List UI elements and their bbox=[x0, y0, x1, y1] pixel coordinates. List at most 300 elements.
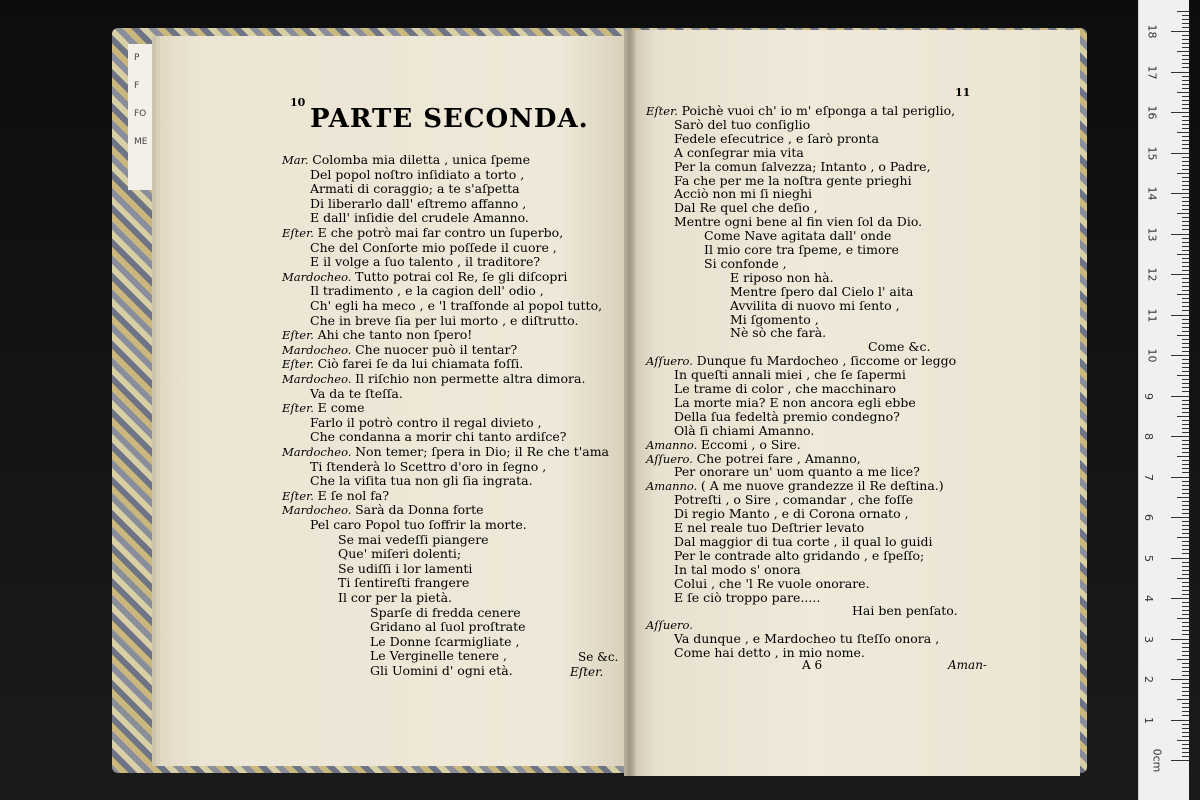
text-line bbox=[282, 270, 567, 284]
ruler-label: 17 bbox=[1145, 65, 1159, 79]
verse-text: Il tradimento , e la cagion dell' odio , bbox=[310, 283, 544, 299]
speaker-name: Mardocheo. bbox=[282, 445, 356, 459]
ruler-tick bbox=[1182, 63, 1189, 64]
ruler-tick bbox=[1182, 169, 1189, 170]
ruler-tick bbox=[1182, 545, 1189, 546]
text-line bbox=[282, 328, 472, 342]
ruler-tick bbox=[1182, 485, 1189, 486]
verse-text: Che condanna a morir chi tanto ardiſce? bbox=[310, 429, 567, 445]
ruler-tick bbox=[1182, 298, 1189, 299]
verse-text: Sarà da Donna forte bbox=[355, 502, 484, 518]
ruler-label: 5 bbox=[1142, 554, 1155, 562]
ruler-tick bbox=[1177, 294, 1189, 295]
ruler-tick bbox=[1182, 663, 1189, 664]
ruler-label: 9 bbox=[1142, 392, 1155, 400]
text-line bbox=[674, 646, 865, 660]
speaker-name: Eſter. bbox=[282, 226, 318, 240]
text-line bbox=[674, 591, 820, 605]
ruler-tick bbox=[1182, 165, 1189, 166]
ruler-tick bbox=[1182, 55, 1189, 56]
ruler-tick bbox=[1182, 513, 1189, 514]
ruler-tick bbox=[1171, 436, 1189, 437]
ruler-tick bbox=[1177, 618, 1189, 619]
verse-text: Di regio Manto , e di Corona ornato , bbox=[674, 506, 909, 522]
ruler-tick bbox=[1182, 460, 1189, 461]
verse-text: Gli Uomini d' ogni età. bbox=[370, 663, 513, 678]
text-line bbox=[282, 445, 609, 459]
verse-text: Pel caro Popol tuo ſoffrir la morte. bbox=[310, 517, 527, 532]
ruler-tick bbox=[1177, 456, 1189, 457]
ruler-tick bbox=[1182, 651, 1189, 652]
verse-text: Dal maggior di tua corte , il qual lo guidi bbox=[674, 533, 933, 549]
ruler-tick bbox=[1177, 132, 1189, 133]
verse-text: Dunque fu Mardocheo , ſiccome or leggo bbox=[696, 353, 957, 369]
ruler-tick bbox=[1182, 634, 1189, 635]
ruler-tick bbox=[1182, 270, 1189, 271]
ruler-tick bbox=[1182, 675, 1189, 676]
verse-text: Ciò farei ſe da lui chiamata foſſi. bbox=[317, 356, 524, 372]
verse-text: In tal modo s' onora bbox=[674, 561, 801, 577]
text-line bbox=[674, 187, 812, 201]
text-line bbox=[730, 285, 913, 299]
ruler-tick bbox=[1177, 497, 1189, 498]
ruler-tick bbox=[1182, 647, 1189, 648]
ruler-tick bbox=[1182, 383, 1189, 384]
text-line bbox=[674, 563, 801, 577]
ruler-tick bbox=[1182, 452, 1189, 453]
verse-text: Colui , che 'l Re vuole onorare. bbox=[674, 575, 870, 591]
ruler-tick bbox=[1182, 626, 1189, 627]
ruler-tick bbox=[1182, 630, 1189, 631]
verse-text: Fedele eſecutrice , e ſarò pronta bbox=[674, 130, 879, 146]
ruler-tick bbox=[1182, 80, 1189, 81]
ruler-tick bbox=[1182, 124, 1189, 125]
ruler-tick bbox=[1182, 189, 1189, 190]
ruler-tick bbox=[1182, 683, 1189, 684]
ruler-tick bbox=[1177, 92, 1189, 93]
signature-mark: A 6 bbox=[802, 658, 823, 672]
speaker-name: Mardocheo. bbox=[282, 372, 356, 386]
ruler-label: 2 bbox=[1142, 676, 1155, 683]
ruler-tick bbox=[1182, 19, 1189, 20]
ruler-tick bbox=[1182, 586, 1189, 587]
ruler-tick bbox=[1177, 699, 1189, 700]
verse-text: Armati di coraggio; a te s'aſpetta bbox=[310, 181, 520, 197]
text-line bbox=[310, 211, 529, 225]
ruler-tick bbox=[1182, 266, 1189, 267]
verse-text: Che potrei fare , Amanno, bbox=[696, 450, 861, 466]
ruler-tick bbox=[1182, 67, 1189, 68]
ruler-tick bbox=[1182, 404, 1189, 405]
speaker-name: Eſter. bbox=[282, 328, 318, 343]
text-line bbox=[338, 591, 452, 605]
text-line bbox=[674, 577, 870, 591]
verse-text: E il volge a ſuo talento , il traditore? bbox=[310, 254, 541, 270]
verse-text: E riposo non hà. bbox=[730, 269, 834, 285]
text-line bbox=[704, 229, 891, 243]
ruler-tick bbox=[1182, 707, 1189, 708]
text-line bbox=[282, 153, 530, 167]
ruler-tick bbox=[1182, 209, 1189, 210]
left-catchword: Eſter. bbox=[570, 665, 604, 679]
text-line bbox=[338, 533, 489, 547]
ruler-tick bbox=[1182, 351, 1189, 352]
ruler-label: 12 bbox=[1145, 267, 1159, 282]
text-line bbox=[674, 118, 810, 132]
verse-text: Avvilita di nuovo mi ſento , bbox=[730, 297, 900, 313]
ruler-tick bbox=[1177, 335, 1189, 336]
ruler-tick bbox=[1171, 153, 1189, 154]
ruler-tick bbox=[1171, 477, 1189, 478]
ruler-tick bbox=[1182, 262, 1189, 263]
ruler-tick bbox=[1182, 47, 1189, 48]
text-line bbox=[674, 132, 879, 146]
text-line bbox=[674, 424, 814, 438]
ruler-tick bbox=[1182, 181, 1189, 182]
ruler-tick bbox=[1182, 290, 1189, 291]
ruler-tick bbox=[1182, 310, 1189, 311]
ruler-tick bbox=[1182, 225, 1189, 226]
text-line bbox=[730, 299, 900, 313]
ruler-label: 0cm bbox=[1150, 748, 1164, 773]
ruler-tick bbox=[1171, 639, 1189, 640]
ruler-tick bbox=[1182, 323, 1189, 324]
ruler-tick bbox=[1182, 748, 1189, 749]
ruler-tick bbox=[1182, 96, 1189, 97]
text-line bbox=[310, 197, 526, 211]
verse-text: Le Verginelle tenere , bbox=[370, 648, 507, 664]
speaker-name: Eſter. bbox=[282, 357, 318, 372]
ruler-tick bbox=[1182, 363, 1189, 364]
ruler-tick bbox=[1182, 671, 1189, 672]
verse-text: Il riſchio non permette altra dimora. bbox=[355, 371, 586, 386]
ruler-tick bbox=[1182, 440, 1189, 441]
text-line bbox=[310, 460, 546, 474]
ruler-label: 7 bbox=[1142, 473, 1155, 481]
ruler-tick bbox=[1182, 100, 1189, 101]
ruler-tick bbox=[1182, 15, 1189, 16]
ruler-tick bbox=[1182, 217, 1189, 218]
ruler-label: 4 bbox=[1142, 595, 1155, 602]
text-line bbox=[646, 479, 944, 493]
text-line bbox=[310, 168, 524, 182]
ruler-tick bbox=[1182, 574, 1189, 575]
text-line bbox=[282, 401, 365, 415]
verse-text: E dall' inſidie del crudele Amanno. bbox=[310, 210, 529, 226]
ruler-tick bbox=[1182, 464, 1189, 465]
ruler-tick bbox=[1182, 27, 1189, 28]
ruler-tick bbox=[1182, 331, 1189, 332]
ruler-tick bbox=[1182, 711, 1189, 712]
verse-text: Va dunque , e Mardocheo tu ſteſſo onora , bbox=[674, 631, 940, 647]
ruler-tick bbox=[1182, 39, 1189, 40]
text-line bbox=[674, 410, 900, 424]
speaker-name: Mardocheo. bbox=[282, 503, 356, 518]
verse-text: Per le contrade alto gridando , e ſpeſſo; bbox=[674, 547, 925, 563]
ruler-tick bbox=[1182, 238, 1189, 239]
ruler-tick bbox=[1182, 197, 1189, 198]
verse-text: Che in breve ſia per lui morto , e diſtrutto. bbox=[310, 312, 579, 328]
text-line bbox=[646, 452, 861, 466]
verse-text: Se mai vedeſſi piangere bbox=[338, 531, 489, 547]
ruler-tick bbox=[1182, 104, 1189, 105]
verse-text: Que' miſeri dolenti; bbox=[338, 546, 462, 562]
verse-text: Olà ſi chiami Amanno. bbox=[674, 422, 815, 438]
ruler-label: 3 bbox=[1142, 635, 1155, 643]
verse-text: E come bbox=[317, 400, 365, 416]
ruler-tick bbox=[1182, 703, 1189, 704]
ruler-tick bbox=[1182, 744, 1189, 745]
ruler-label: 8 bbox=[1142, 433, 1155, 440]
verse-text: Colomba mia diletta , unica ſpeme bbox=[312, 152, 530, 167]
verse-text: Che del Conſorte mio poſſede il cuore , bbox=[310, 239, 557, 255]
text-line bbox=[310, 255, 540, 269]
ruler-tick bbox=[1182, 432, 1189, 433]
text-line bbox=[674, 368, 906, 382]
ruler-label: 1 bbox=[1142, 716, 1155, 724]
ruler-tick bbox=[1182, 327, 1189, 328]
ruler-tick bbox=[1177, 254, 1189, 255]
ruler-tick bbox=[1182, 732, 1189, 733]
text-line bbox=[310, 241, 557, 255]
text-line bbox=[310, 387, 403, 401]
text-line bbox=[674, 521, 864, 535]
verse-text: Poichè vuoi ch' io m' eſponga a tal periglio, bbox=[681, 103, 956, 118]
text-line bbox=[282, 372, 585, 386]
ruler-tick bbox=[1182, 752, 1189, 753]
ruler-tick bbox=[1182, 242, 1189, 243]
ruler-tick bbox=[1182, 566, 1189, 567]
verse-text: Mentre ogni bene al fin vien ſol da Dio. bbox=[674, 214, 923, 230]
ruler-label: 13 bbox=[1145, 227, 1159, 241]
ruler-tick bbox=[1177, 659, 1189, 660]
ruler-tick bbox=[1182, 610, 1189, 611]
ruler-tick bbox=[1182, 622, 1189, 623]
text-line bbox=[730, 313, 819, 327]
verse-text: Del popol noſtro inſidiato a torto , bbox=[310, 166, 525, 182]
ruler-tick bbox=[1177, 173, 1189, 174]
speaker-name: Aſſuero. bbox=[646, 354, 697, 369]
verse-text: Eccomi , o Sire. bbox=[700, 436, 801, 452]
verse-text: Va da te ſteſſa. bbox=[310, 385, 403, 401]
speaker-name: Aſſuero. bbox=[646, 618, 693, 633]
ruler-tick bbox=[1182, 343, 1189, 344]
ruler-tick bbox=[1182, 489, 1189, 490]
verse-text: Tutto potrai col Re, ſe gli diſcopri bbox=[355, 268, 568, 284]
text-line bbox=[338, 562, 472, 576]
ruler-label: 15 bbox=[1145, 146, 1159, 160]
ruler-tick bbox=[1182, 120, 1189, 121]
text-line bbox=[646, 618, 693, 632]
text-line bbox=[730, 271, 834, 285]
ruler-tick bbox=[1171, 72, 1189, 73]
verse-text: Ahi che tanto non ſpero! bbox=[317, 327, 473, 343]
verse-text: Le trame di color , che macchinaro bbox=[674, 381, 897, 396]
ruler-tick bbox=[1182, 570, 1189, 571]
ruler-tick bbox=[1182, 108, 1189, 109]
ruler-tick bbox=[1182, 590, 1189, 591]
slip-label: FO bbox=[134, 109, 147, 119]
ruler-tick bbox=[1182, 400, 1189, 401]
ruler-tick bbox=[1182, 258, 1189, 259]
verse-text: Potreſti , o Sire , comandar , che foſſe bbox=[674, 492, 914, 508]
page-number-left: 10 bbox=[290, 96, 306, 109]
ruler-tick bbox=[1182, 549, 1189, 550]
ruler-tick bbox=[1171, 315, 1189, 316]
page-number-right: 11 bbox=[955, 86, 971, 99]
text-line bbox=[674, 201, 818, 215]
verse-text: Se udiſſi i lor lamenti bbox=[338, 560, 473, 576]
text-line bbox=[646, 354, 956, 368]
text-line bbox=[704, 243, 899, 257]
ruler-tick bbox=[1182, 424, 1189, 425]
ruler-tick bbox=[1182, 88, 1189, 89]
ruler-tick bbox=[1182, 347, 1189, 348]
ruler-tick bbox=[1182, 59, 1189, 60]
left-page-note: Se &c. bbox=[578, 650, 619, 664]
slip-label: F bbox=[134, 81, 140, 91]
ruler-tick bbox=[1182, 140, 1189, 141]
ruler-tick bbox=[1171, 679, 1189, 680]
ruler-tick bbox=[1171, 396, 1189, 397]
ruler-tick bbox=[1182, 420, 1189, 421]
right-catchword: Aman- bbox=[948, 658, 987, 672]
text-line bbox=[646, 104, 955, 118]
verse-text: Ti ſentireſti frangere bbox=[338, 575, 470, 591]
text-line bbox=[852, 604, 958, 618]
text-line bbox=[370, 649, 507, 663]
ruler-tick bbox=[1182, 43, 1189, 44]
ruler-tick bbox=[1182, 541, 1189, 542]
ruler-tick bbox=[1177, 213, 1189, 214]
verse-text: La morte mia? E non ancora egli ebbe bbox=[674, 394, 916, 410]
ruler-tick bbox=[1182, 606, 1189, 607]
verse-text: In queſti annali miei , che ſe ſapermi bbox=[674, 367, 906, 383]
ruler-tick bbox=[1182, 161, 1189, 162]
verse-text: Il cor per la pietà. bbox=[338, 590, 453, 605]
ruler-tick bbox=[1182, 359, 1189, 360]
ruler-tick bbox=[1182, 148, 1189, 149]
text-line bbox=[310, 314, 578, 328]
verse-text: Per onorare un' uom quanto a me lice? bbox=[674, 464, 920, 480]
ruler-tick bbox=[1171, 31, 1189, 32]
library-slip bbox=[128, 44, 154, 190]
ruler-label: 14 bbox=[1145, 186, 1159, 201]
ruler-tick bbox=[1171, 517, 1189, 518]
ruler-tick bbox=[1182, 594, 1189, 595]
ruler-label: 11 bbox=[1145, 308, 1159, 322]
text-line bbox=[674, 535, 933, 549]
text-line bbox=[370, 635, 519, 649]
ruler-tick bbox=[1182, 391, 1189, 392]
text-line bbox=[310, 430, 567, 444]
ruler-tick bbox=[1182, 282, 1189, 283]
text-line bbox=[370, 606, 521, 620]
speaker-name: Aſſuero. bbox=[646, 451, 697, 466]
verse-text: Fa che per me la noſtra gente prieghi bbox=[674, 172, 912, 188]
ruler-tick bbox=[1177, 375, 1189, 376]
text-line bbox=[310, 299, 602, 313]
ruler-tick bbox=[1182, 136, 1189, 137]
ruler-tick bbox=[1182, 205, 1189, 206]
verse-text: Per la comun ſalvezza; Intanto , o Padre, bbox=[674, 158, 931, 174]
verse-text: Dal Re quel che deſio , bbox=[674, 200, 818, 216]
ruler-tick bbox=[1171, 598, 1189, 599]
ruler-tick bbox=[1182, 667, 1189, 668]
verse-text: Il mio core tra ſpeme, e timore bbox=[704, 242, 899, 257]
ruler-tick bbox=[1182, 367, 1189, 368]
ruler-tick bbox=[1182, 448, 1189, 449]
text-line bbox=[370, 664, 513, 678]
slip-label: P bbox=[134, 53, 140, 63]
verse-text: Sparſe di fredda cenere bbox=[370, 604, 521, 620]
ruler-tick bbox=[1171, 720, 1189, 721]
text-line bbox=[338, 547, 461, 561]
ruler-tick bbox=[1182, 278, 1189, 279]
ruler-tick bbox=[1182, 144, 1189, 145]
ruler-tick bbox=[1182, 505, 1189, 506]
text-line bbox=[646, 438, 801, 452]
verse-text: Le Donne ſcarmigliate , bbox=[370, 633, 520, 649]
verse-text: ( A me nuove grandezze il Re deſtina.) bbox=[700, 478, 944, 494]
ruler-tick bbox=[1182, 428, 1189, 429]
text-line bbox=[674, 632, 939, 646]
ruler-tick bbox=[1182, 468, 1189, 469]
text-line bbox=[310, 416, 542, 430]
speaker-name: Amanno. bbox=[646, 437, 701, 452]
ruler-tick bbox=[1182, 614, 1189, 615]
text-line bbox=[674, 382, 896, 396]
text-line bbox=[310, 182, 520, 196]
speaker-name: Mardocheo. bbox=[282, 269, 356, 284]
ruler-tick bbox=[1182, 339, 1189, 340]
text-line bbox=[282, 343, 517, 357]
ruler-tick bbox=[1182, 655, 1189, 656]
verse-text: Hai ben penſato. bbox=[852, 603, 958, 619]
ruler-tick bbox=[1177, 740, 1189, 741]
ruler-tick bbox=[1182, 529, 1189, 530]
text-line bbox=[674, 174, 912, 188]
ruler-tick bbox=[1177, 11, 1189, 12]
ruler-tick bbox=[1182, 412, 1189, 413]
ruler-tick bbox=[1182, 724, 1189, 725]
ruler-tick bbox=[1182, 302, 1189, 303]
book-gutter bbox=[624, 30, 636, 776]
ruler-tick bbox=[1182, 35, 1189, 36]
verse-text: Come &c. bbox=[868, 339, 931, 355]
ruler-label: 6 bbox=[1142, 514, 1155, 521]
verse-text: Come hai detto , in mio nome. bbox=[674, 645, 865, 661]
ruler-tick bbox=[1171, 355, 1189, 356]
ruler-tick bbox=[1171, 558, 1189, 559]
ruler-tick bbox=[1182, 246, 1189, 247]
ruler-tick bbox=[1182, 582, 1189, 583]
verse-text: Ch' egli ha meco , e 'l traſfonde al popol tutto, bbox=[310, 298, 603, 313]
ruler-tick bbox=[1182, 84, 1189, 85]
text-line bbox=[282, 489, 389, 503]
ruler-tick bbox=[1182, 501, 1189, 502]
verse-text: Mentre ſpero dal Cielo l' aita bbox=[730, 283, 914, 299]
ruler-tick bbox=[1171, 760, 1189, 761]
ruler-tick bbox=[1182, 221, 1189, 222]
verse-text: E ſe nol fa? bbox=[317, 487, 390, 503]
ruler-tick bbox=[1182, 472, 1189, 473]
speaker-name: Amanno. bbox=[646, 479, 701, 494]
ruler-tick bbox=[1182, 736, 1189, 737]
ruler-tick bbox=[1182, 533, 1189, 534]
text-line bbox=[674, 396, 916, 410]
verse-text: Mi ſgomento , bbox=[730, 311, 819, 327]
